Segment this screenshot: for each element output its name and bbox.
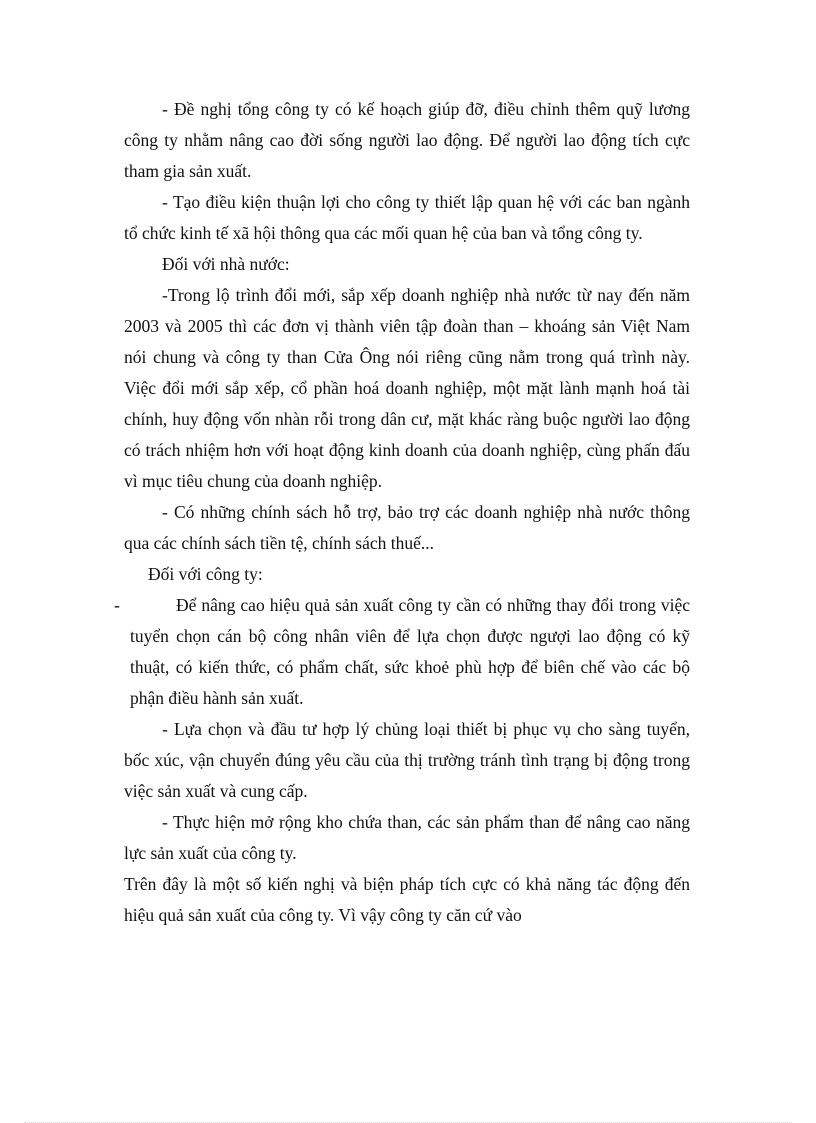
paragraph-conclusion: Trên đây là một số kiến nghị và biện pháp tích cực có khả năng tác động đến hiệu quả sản xuất của công ty. Vì vậy công ty căn cứ vào bbox=[124, 874, 690, 925]
paragraph-recruitment bbox=[114, 590, 690, 714]
paragraph-state-policies: - Có những chính sách hỗ trợ, bảo trợ các doanh nghiệp nhà nước thông qua các chính sách tiền tệ, chính sách thuế... bbox=[124, 502, 690, 553]
paragraph-recruitment-text: Để nâng cao hiệu quả sản xuất công ty cần có những thay đổi trong việc tuyển chọn cán bộ công nhân viên để lựa chọn được ngượi lao động có kỹ thuật, có kiến thức, có phẩm chất, sức khoẻ phù hợp để biên chế vào các bộ phận điều hành sản xuất. bbox=[130, 595, 690, 708]
paragraph-relations-support: - Tạo điều kiện thuận lợi cho công ty thiết lập quan hệ với các ban ngành tổ chức kinh tế xã hội thông qua các mối quan hệ của ban và tổng công ty. bbox=[124, 192, 690, 243]
paragraph-storage-expansion: - Thực hiện mở rộng kho chứa than, các sản phẩm than để nâng cao năng lực sản xuất của công ty. bbox=[124, 812, 690, 863]
paragraph-equipment: - Lựa chọn và đầu tư hợp lý chủng loại thiết bị phục vụ cho sàng tuyển, bốc xúc, vận chuyển đúng yêu cầu của thị trường tránh tình trạng bị động trong việc sản xuất và cung cấp. bbox=[124, 719, 690, 801]
paragraph-restructuring: -Trong lộ trình đổi mới, sắp xếp doanh nghiệp nhà nước từ nay đến năm 2003 và 2005 thì các đơn vị thành viên tập đoàn than – khoáng sản Việt Nam nói chung và công ty than Cửa Ông nói riêng cũng nằm trong quá trình này. Việc đổi mới sắp xếp, cổ phần hoá doanh nghiệp, một mặt lành mạnh hoá tài chính, huy động vốn nhàn rỗi trong dân cư, mặt khác ràng buộc người lao động có trách nhiệm hơn với hoạt động kinh doanh của doanh nghiệp, cùng phấn đấu vì mục tiêu chung của doanh nghiệp. bbox=[124, 285, 690, 491]
heading-company: Đối với công ty: bbox=[148, 564, 263, 584]
paragraph-request-funding: - Đề nghị tổng công ty có kế hoạch giúp đỡ, điều chỉnh thêm quỹ lương công ty nhằm nâng cao đời sống người lao động. Để người lao động tích cực tham gia sản xuất. bbox=[124, 99, 690, 181]
heading-state: Đối với nhà nước: bbox=[162, 254, 290, 274]
document-body bbox=[114, 94, 690, 931]
bullet-dash: - bbox=[114, 595, 120, 615]
